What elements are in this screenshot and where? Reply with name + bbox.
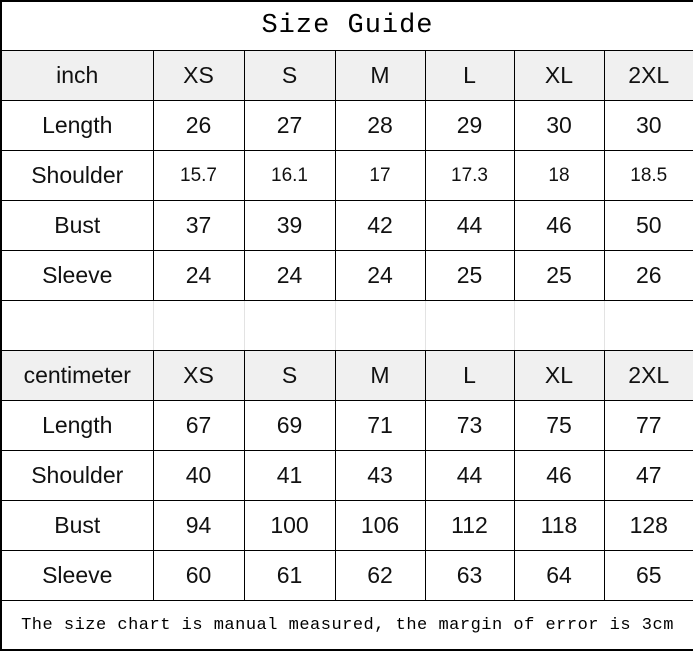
size-value-cell: 128 [604, 501, 693, 551]
size-value-cell: 29 [425, 101, 514, 151]
size-value-cell: 30 [514, 101, 604, 151]
title-row [1, 1, 693, 51]
size-value-cell: 28 [335, 101, 425, 151]
size-value-cell: 73 [425, 401, 514, 451]
size-guide-title: Size Guide [1, 1, 693, 51]
size-header-cell: M [335, 51, 425, 101]
spacer-cell [425, 301, 514, 351]
size-value-cell: 61 [244, 551, 335, 601]
size-value-cell: 41 [244, 451, 335, 501]
size-value-cell: 25 [514, 251, 604, 301]
size-value-cell: 26 [604, 251, 693, 301]
size-value-cell: 44 [425, 451, 514, 501]
size-value-cell: 27 [244, 101, 335, 151]
spacer-cell [335, 301, 425, 351]
measure-label-cell: Sleeve [1, 251, 153, 301]
size-value-cell: 100 [244, 501, 335, 551]
size-value-cell: 24 [153, 251, 244, 301]
measurement-row [1, 451, 693, 501]
measurement-row [1, 501, 693, 551]
size-value-cell: 112 [425, 501, 514, 551]
size-value-cell: 50 [604, 201, 693, 251]
spacer-cell [514, 301, 604, 351]
footer-note: The size chart is manual measured, the margin of error is 3cm [1, 601, 693, 651]
size-value-cell: 77 [604, 401, 693, 451]
spacer-cell [1, 301, 153, 351]
size-value-cell: 18.5 [604, 151, 693, 201]
size-value-cell: 63 [425, 551, 514, 601]
size-value-cell: 69 [244, 401, 335, 451]
measurement-row [1, 251, 693, 301]
size-value-cell: 60 [153, 551, 244, 601]
size-header-cell: XS [153, 51, 244, 101]
size-value-cell: 106 [335, 501, 425, 551]
size-table-body [1, 1, 693, 650]
size-value-cell: 42 [335, 201, 425, 251]
measure-label-cell: Bust [1, 201, 153, 251]
size-header-cell: XL [514, 351, 604, 401]
size-value-cell: 37 [153, 201, 244, 251]
unit-header-cell: centimeter [1, 351, 153, 401]
size-header-cell: XS [153, 351, 244, 401]
size-header-cell: L [425, 51, 514, 101]
size-value-cell: 67 [153, 401, 244, 451]
unit-header-cell: inch [1, 51, 153, 101]
footer-row [1, 601, 693, 651]
measure-label-cell: Sleeve [1, 551, 153, 601]
size-header-cell: XL [514, 51, 604, 101]
size-header-cell: S [244, 51, 335, 101]
size-value-cell: 24 [244, 251, 335, 301]
measurement-row [1, 101, 693, 151]
size-value-cell: 17 [335, 151, 425, 201]
measure-label-cell: Length [1, 101, 153, 151]
size-value-cell: 18 [514, 151, 604, 201]
size-value-cell: 16.1 [244, 151, 335, 201]
measure-label-cell: Bust [1, 501, 153, 551]
size-value-cell: 62 [335, 551, 425, 601]
size-value-cell: 44 [425, 201, 514, 251]
size-value-cell: 118 [514, 501, 604, 551]
measure-label-cell: Length [1, 401, 153, 451]
measurement-row [1, 201, 693, 251]
size-header-cell: 2XL [604, 51, 693, 101]
spacer-cell [604, 301, 693, 351]
spacer-cell [153, 301, 244, 351]
unit-header-row [1, 351, 693, 401]
measurement-row [1, 401, 693, 451]
measurement-row [1, 551, 693, 601]
size-header-cell: 2XL [604, 351, 693, 401]
size-value-cell: 24 [335, 251, 425, 301]
size-value-cell: 26 [153, 101, 244, 151]
size-value-cell: 39 [244, 201, 335, 251]
size-value-cell: 64 [514, 551, 604, 601]
size-value-cell: 43 [335, 451, 425, 501]
size-header-cell: S [244, 351, 335, 401]
size-value-cell: 75 [514, 401, 604, 451]
measure-label-cell: Shoulder [1, 451, 153, 501]
size-value-cell: 30 [604, 101, 693, 151]
measurement-row [1, 151, 693, 201]
spacer-cell [244, 301, 335, 351]
size-value-cell: 65 [604, 551, 693, 601]
size-header-cell: L [425, 351, 514, 401]
size-value-cell: 94 [153, 501, 244, 551]
unit-header-row [1, 51, 693, 101]
spacer-row [1, 301, 693, 351]
size-value-cell: 25 [425, 251, 514, 301]
size-value-cell: 46 [514, 451, 604, 501]
size-value-cell: 46 [514, 201, 604, 251]
size-value-cell: 40 [153, 451, 244, 501]
size-value-cell: 17.3 [425, 151, 514, 201]
measure-label-cell: Shoulder [1, 151, 153, 201]
size-header-cell: M [335, 351, 425, 401]
size-value-cell: 15.7 [153, 151, 244, 201]
size-value-cell: 71 [335, 401, 425, 451]
size-value-cell: 47 [604, 451, 693, 501]
